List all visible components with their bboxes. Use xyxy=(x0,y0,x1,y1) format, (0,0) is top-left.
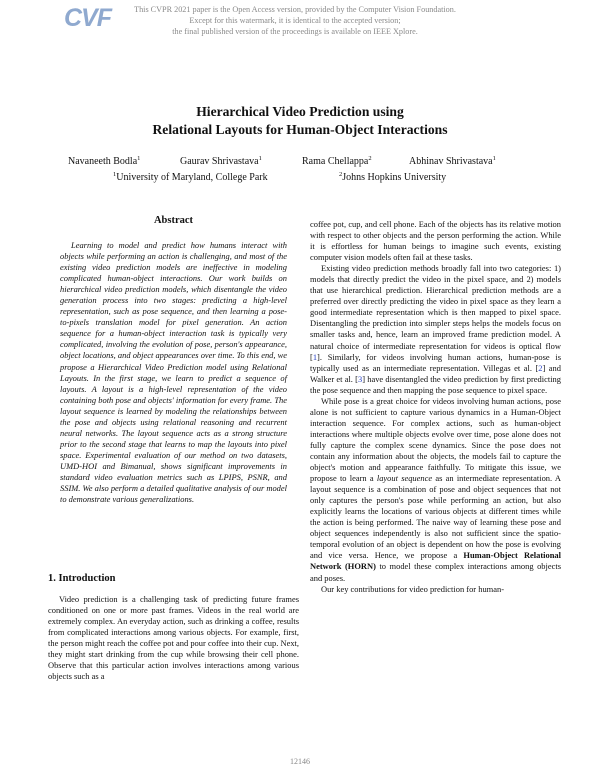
author: Gaurav Shrivastava$^1$ xyxy=(180,155,262,167)
paragraph: Existing video prediction methods broadly fall into two categories: 1) models that directly predict the video in the pixel space, and 2) models that use hierarchical prediction. Hierarchical prediction methods are a preferred over directly predicting the video in pixel space as they learn a good intermediate representation which is then mapped to pixel space. Disentangling the prediction into simpler steps helps the models focus on smaller tasks and, hence, learn an improved frame prediction model. A natural choice of intermediate representation for videos is optical flow [1]. Similarly, for videos involving human actions, human-pose is typically used as an intermediate representation. Villegas et al. [2] and Walker et al. [3] have disentangled the video prediction by first predicting the pose sequence and then mapping the pose sequence to pixel space. xyxy=(310,263,561,395)
banner-line: Except for this watermark, it is identical to the accepted version; xyxy=(189,16,401,25)
section-heading-introduction: 1. Introduction xyxy=(48,573,116,584)
abstract-body xyxy=(60,240,287,505)
page-number: 12146 xyxy=(290,757,310,766)
author: Rama Chellappa$^2$ xyxy=(302,155,372,167)
paragraph: Our key contributions for video prediction for human- xyxy=(321,583,505,594)
author: Navaneeth Bodla$^1$ xyxy=(68,155,141,167)
intro-paragraph: Video prediction is a challenging task of predicting future frames conditioned on one or more past frames. Videos in the real world are extremely complex. An everyday action, such as drinking a coffee, results from complicated interactions among various objects. For example, first, the person might reach the coffee pot and pour coffee into their cup. Next, they might start drinking from the cup while browsing their cell phone. Observe that this particular action involves interactions among various objects such as a xyxy=(48,594,299,682)
abstract-paragraph: Learning to model and predict how humans interact with objects while performing an action is challenging, and most of the existing video prediction models are ineffective in modeling complicated human-object interactions. Our work builds on hierarchical video prediction models, which disentangle the video generation process into two stages: predicting a high-level representation, such as pose sequence, and then learning a pose-to-pixels translation model for pixel generation. An action sequence for a human-object interaction task is typically very complicated, involving the evolution of pose, person's appearance, object locations, and object appearances over time. To this end, we propose a Hierarchical Video Prediction model using Relational Layouts. In the first stage, we learn to predict a sequence of layouts. A layout is a high-level representation of the video containing both pose and objects' information for every frame. The layout sequence is learned by modeling the relationships between the pose and objects using relational reasoning and recurrent neural networks. The layout sequence acts as a strong structure prior to the second stage that learns to map the layouts into pixel space. Experimental evaluation of our method on two datasets, UMD-HOI and Bimanual, shows significant improvements in standard video evaluation metrics such as LPIPS, PSNR, and SSIM. We also perform a detailed qualitative analysis of our model to demonstrate various generalizations. xyxy=(60,240,287,505)
citation-link[interactable]: 2 xyxy=(538,362,543,373)
paragraph-continued: coffee pot, cup, and cell phone. Each of the objects has its relative motion with respect to other objects and the person performing the action. While it is effortless for human beings to imagine such events, existing computer vision models often fail at these tasks. xyxy=(310,219,561,263)
right-column xyxy=(310,219,561,595)
banner-line: the final published version of the proceedings is available on IEEE Xplore. xyxy=(172,27,418,36)
title-line: Hierarchical Video Prediction using xyxy=(196,104,404,119)
citation-link[interactable]: 3 xyxy=(357,373,363,384)
open-access-banner xyxy=(110,4,480,37)
author: Abhinav Shrivastava$^1$ xyxy=(409,155,496,167)
paragraph: While pose is a great choice for videos involving human actions, pose alone is not sufficient to capture various dynamics in a Human-Object interaction sequence. For complex actions, such as human-object interactions where multiple objects evolve over time, pose alone does not fully capture the complex scene dynamics. Since the pose does not contain any information about the objects, the models fail to capture the object's motion and appearance faithfully. To mitigate this issue, we propose to learn a layout sequence as an intermediate representation. A layout sequence is a combination of pose and object sequences that not only captures the person's pose while performing an action, but also explicitly learns the locations of various objects at different times while the action is being performed. The naive way of learning these pose and object sequences independently is also not sufficient since the spatio-temporal evolution of an object is dependent on how the pose is evolving and vice versa. Hence, we propose a Human-Object Relational Network (HORN) to model these complex interactions among objects and poses. xyxy=(310,395,561,583)
banner-line: This CVPR 2021 paper is the Open Access version, provided by the Computer Vision Foundation. xyxy=(134,5,456,14)
affiliation: $^2$Johns Hopkins University xyxy=(339,171,447,183)
abstract-heading: Abstract xyxy=(153,215,194,226)
title-line: Relational Layouts for Human-Object Interactions xyxy=(152,122,448,137)
affiliation: $^1$University of Maryland, College Park xyxy=(113,171,268,183)
cvf-logo: CVF xyxy=(64,4,111,32)
paper-title xyxy=(0,103,600,139)
citation-link[interactable]: 1 xyxy=(312,351,318,362)
introduction-body xyxy=(48,594,299,682)
